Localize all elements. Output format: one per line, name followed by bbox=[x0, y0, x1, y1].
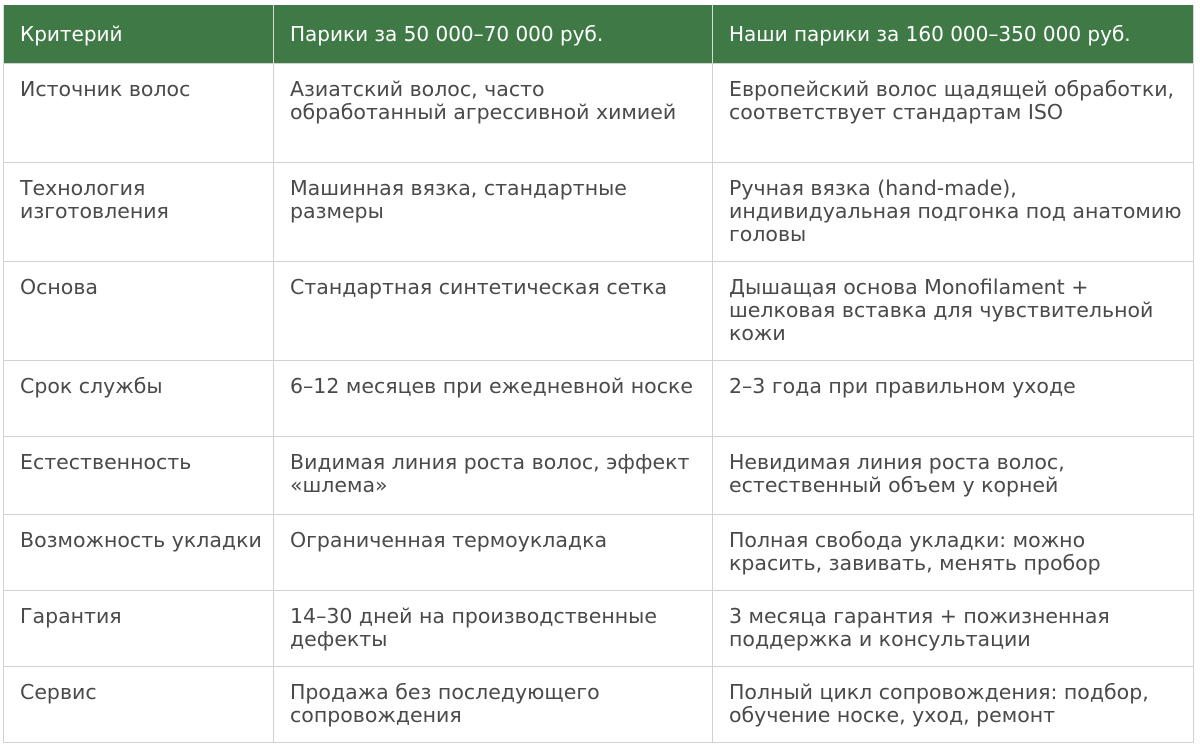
criterion-cell: Возможность укладки bbox=[4, 515, 274, 591]
criterion-cell: Срок службы bbox=[4, 361, 274, 437]
our-wigs-cell: 3 месяца гарантия + пожизненная поддержка и консультации bbox=[713, 591, 1194, 667]
our-wigs-cell: Полный цикл сопровождения: подбор, обучение носке, уход, ремонт bbox=[713, 667, 1194, 743]
cheap-wigs-cell: Ограниченная термоукладка bbox=[274, 515, 713, 591]
comparison-table bbox=[3, 5, 1194, 743]
header-our-wigs: Наши парики за 160 000–350 000 руб. bbox=[713, 5, 1194, 64]
our-wigs-cell: 2–3 года при правильном уходе bbox=[713, 361, 1194, 437]
criterion-cell: Гарантия bbox=[4, 591, 274, 667]
our-wigs-cell: Невидимая линия роста волос, естественный объем у корней bbox=[713, 437, 1194, 515]
table-row bbox=[4, 437, 1194, 515]
table-row bbox=[4, 667, 1194, 743]
our-wigs-cell: Ручная вязка (hand-made), индивидуальная подгонка под анатомию головы bbox=[713, 163, 1194, 262]
table-row bbox=[4, 591, 1194, 667]
our-wigs-cell: Дышащая основа Monofilament + шелковая вставка для чувствительной кожи bbox=[713, 262, 1194, 361]
cheap-wigs-cell: Стандартная синтетическая сетка bbox=[274, 262, 713, 361]
criterion-cell: Источник волос bbox=[4, 64, 274, 163]
criterion-cell: Сервис bbox=[4, 667, 274, 743]
criterion-cell: Технология изготовления bbox=[4, 163, 274, 262]
table-row bbox=[4, 163, 1194, 262]
header-cheap-wigs: Парики за 50 000–70 000 руб. bbox=[274, 5, 713, 64]
cheap-wigs-cell: 6–12 месяцев при ежедневной носке bbox=[274, 361, 713, 437]
our-wigs-cell: Полная свобода укладки: можно красить, завивать, менять пробор bbox=[713, 515, 1194, 591]
table-header-row bbox=[4, 5, 1194, 64]
cheap-wigs-cell: 14–30 дней на производственные дефекты bbox=[274, 591, 713, 667]
cheap-wigs-cell: Видимая линия роста волос, эффект «шлема» bbox=[274, 437, 713, 515]
table-row bbox=[4, 262, 1194, 361]
our-wigs-cell: Европейский волос щадящей обработки, соответствует стандартам ISO bbox=[713, 64, 1194, 163]
cheap-wigs-cell: Машинная вязка, стандартные размеры bbox=[274, 163, 713, 262]
criterion-cell: Основа bbox=[4, 262, 274, 361]
header-criterion: Критерий bbox=[4, 5, 274, 64]
table-row bbox=[4, 64, 1194, 163]
table-row bbox=[4, 515, 1194, 591]
table-row bbox=[4, 361, 1194, 437]
criterion-cell: Естественность bbox=[4, 437, 274, 515]
cheap-wigs-cell: Продажа без последующего сопровождения bbox=[274, 667, 713, 743]
cheap-wigs-cell: Азиатский волос, часто обработанный агрессивной химией bbox=[274, 64, 713, 163]
